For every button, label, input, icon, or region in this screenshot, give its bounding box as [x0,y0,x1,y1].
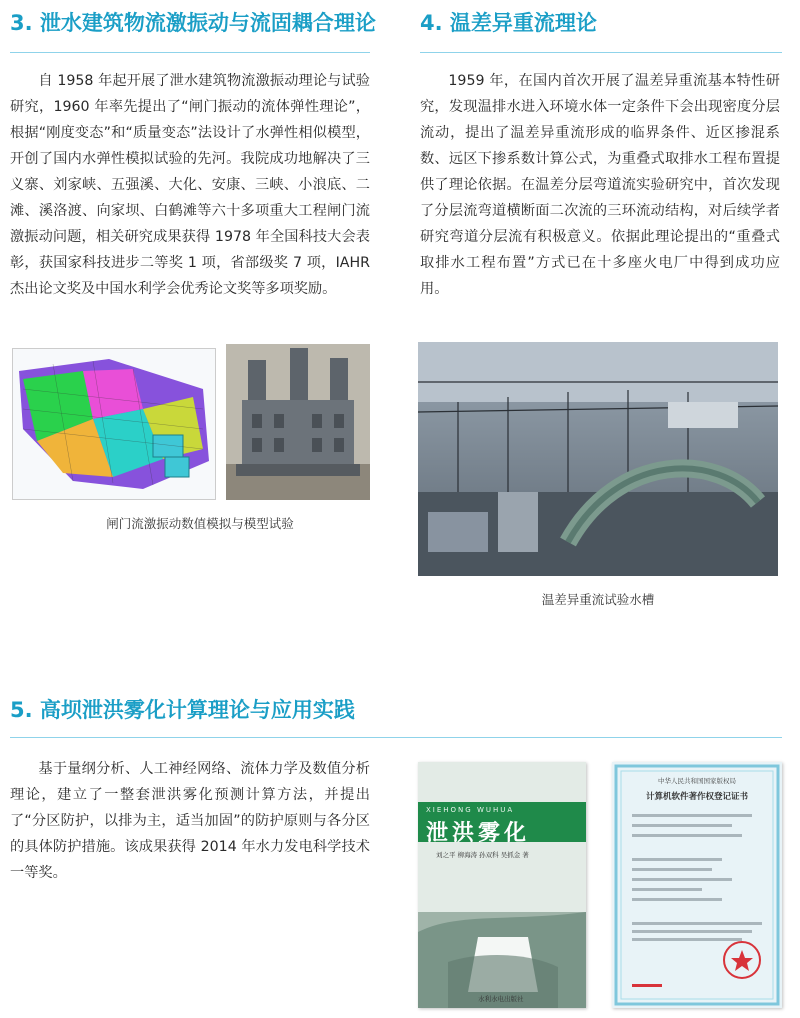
section-4-title: 4. 温差异重流理论 [420,11,597,35]
gate-vibration-simulation-image [12,348,216,500]
section-4-caption: 温差异重流试验水槽 [541,592,655,607]
section-3-caption: 闸门流激振动数值模拟与模型试验 [106,516,294,531]
book-publisher: 水利水电出版社 [478,995,524,1003]
section-5-body: 基于量纲分析、人工神经网络、流体力学及数值分析理论，建立了一整套泄洪雾化预测计算方法，并提出了“分区防护，以排为主，适当加固”的防护原则与各分区的具体防护措施。该成果获得 2014 年水力发电科学技术一等奖。 [10,761,370,881]
book-pinyin: XIEHONG WUHUA [426,806,515,814]
section-5-divider [10,737,782,738]
gate-physical-model-image [226,344,370,500]
section-4-body: 1959 年，在国内首次开展了温差异重流基本特性研究，发现温排水进入环境水体一定条件下会出现密度分层流动，提出了温差异重流形成的临界条件、近区掺混系数、远区下掺系数计算公式，为重叠式取排水工程布置提供了理论依据。在温差分层弯道流实验研究中，首次发现了分层流弯道横断面二次流的三环流动结构，对后续学者研究弯道分层流有积极意义。依据此理论提出的“重叠式取排水工程布置”方式已在十多座火电厂中得到成功应用。 [420,73,780,297]
book-cover-image [418,762,586,1008]
book-title: 泄洪雾化 [426,820,531,846]
book-authors: 刘之平 柳海涛 孙双科 吴抓金 著 [436,851,529,859]
section-3-divider [10,52,370,53]
certificate-issuer: 中华人民共和国国家版权局 [658,777,736,785]
thermal-flow-flume-image [418,342,778,576]
section-3-title: 3. 泄水建筑物流激振动与流固耦合理论 [10,11,376,35]
software-copyright-certificate-image [612,762,782,1008]
section-5-title: 5. 高坝泄洪雾化计算理论与应用实践 [10,698,355,722]
section-3-body: 自 1958 年起开展了泄水建筑物流激振动理论与试验研究，1960 年率先提出了“闸门振动的流体弹性理论”，根据“刚度变态”和“质量变态”法设计了水弹性相似模型，开创了国内水弹性模拟试验的先河。我院成功地解决了三义寨、刘家峡、五强溪、大化、安康、三峡、小浪底、二滩、溪洛渡、向家坝、白鹤滩等六十多项重大工程闸门流激振动问题，相关研究成果获得 1978 年全国科技大会表彰，获国家科技进步二等奖 1 项，省部级奖 7 项，IAHR 杰出论文奖及中国水利学会优秀论文奖等多项奖励。 [10,73,370,297]
section-4-divider [420,52,782,53]
certificate-title: 计算机软件著作权登记证书 [645,792,748,802]
